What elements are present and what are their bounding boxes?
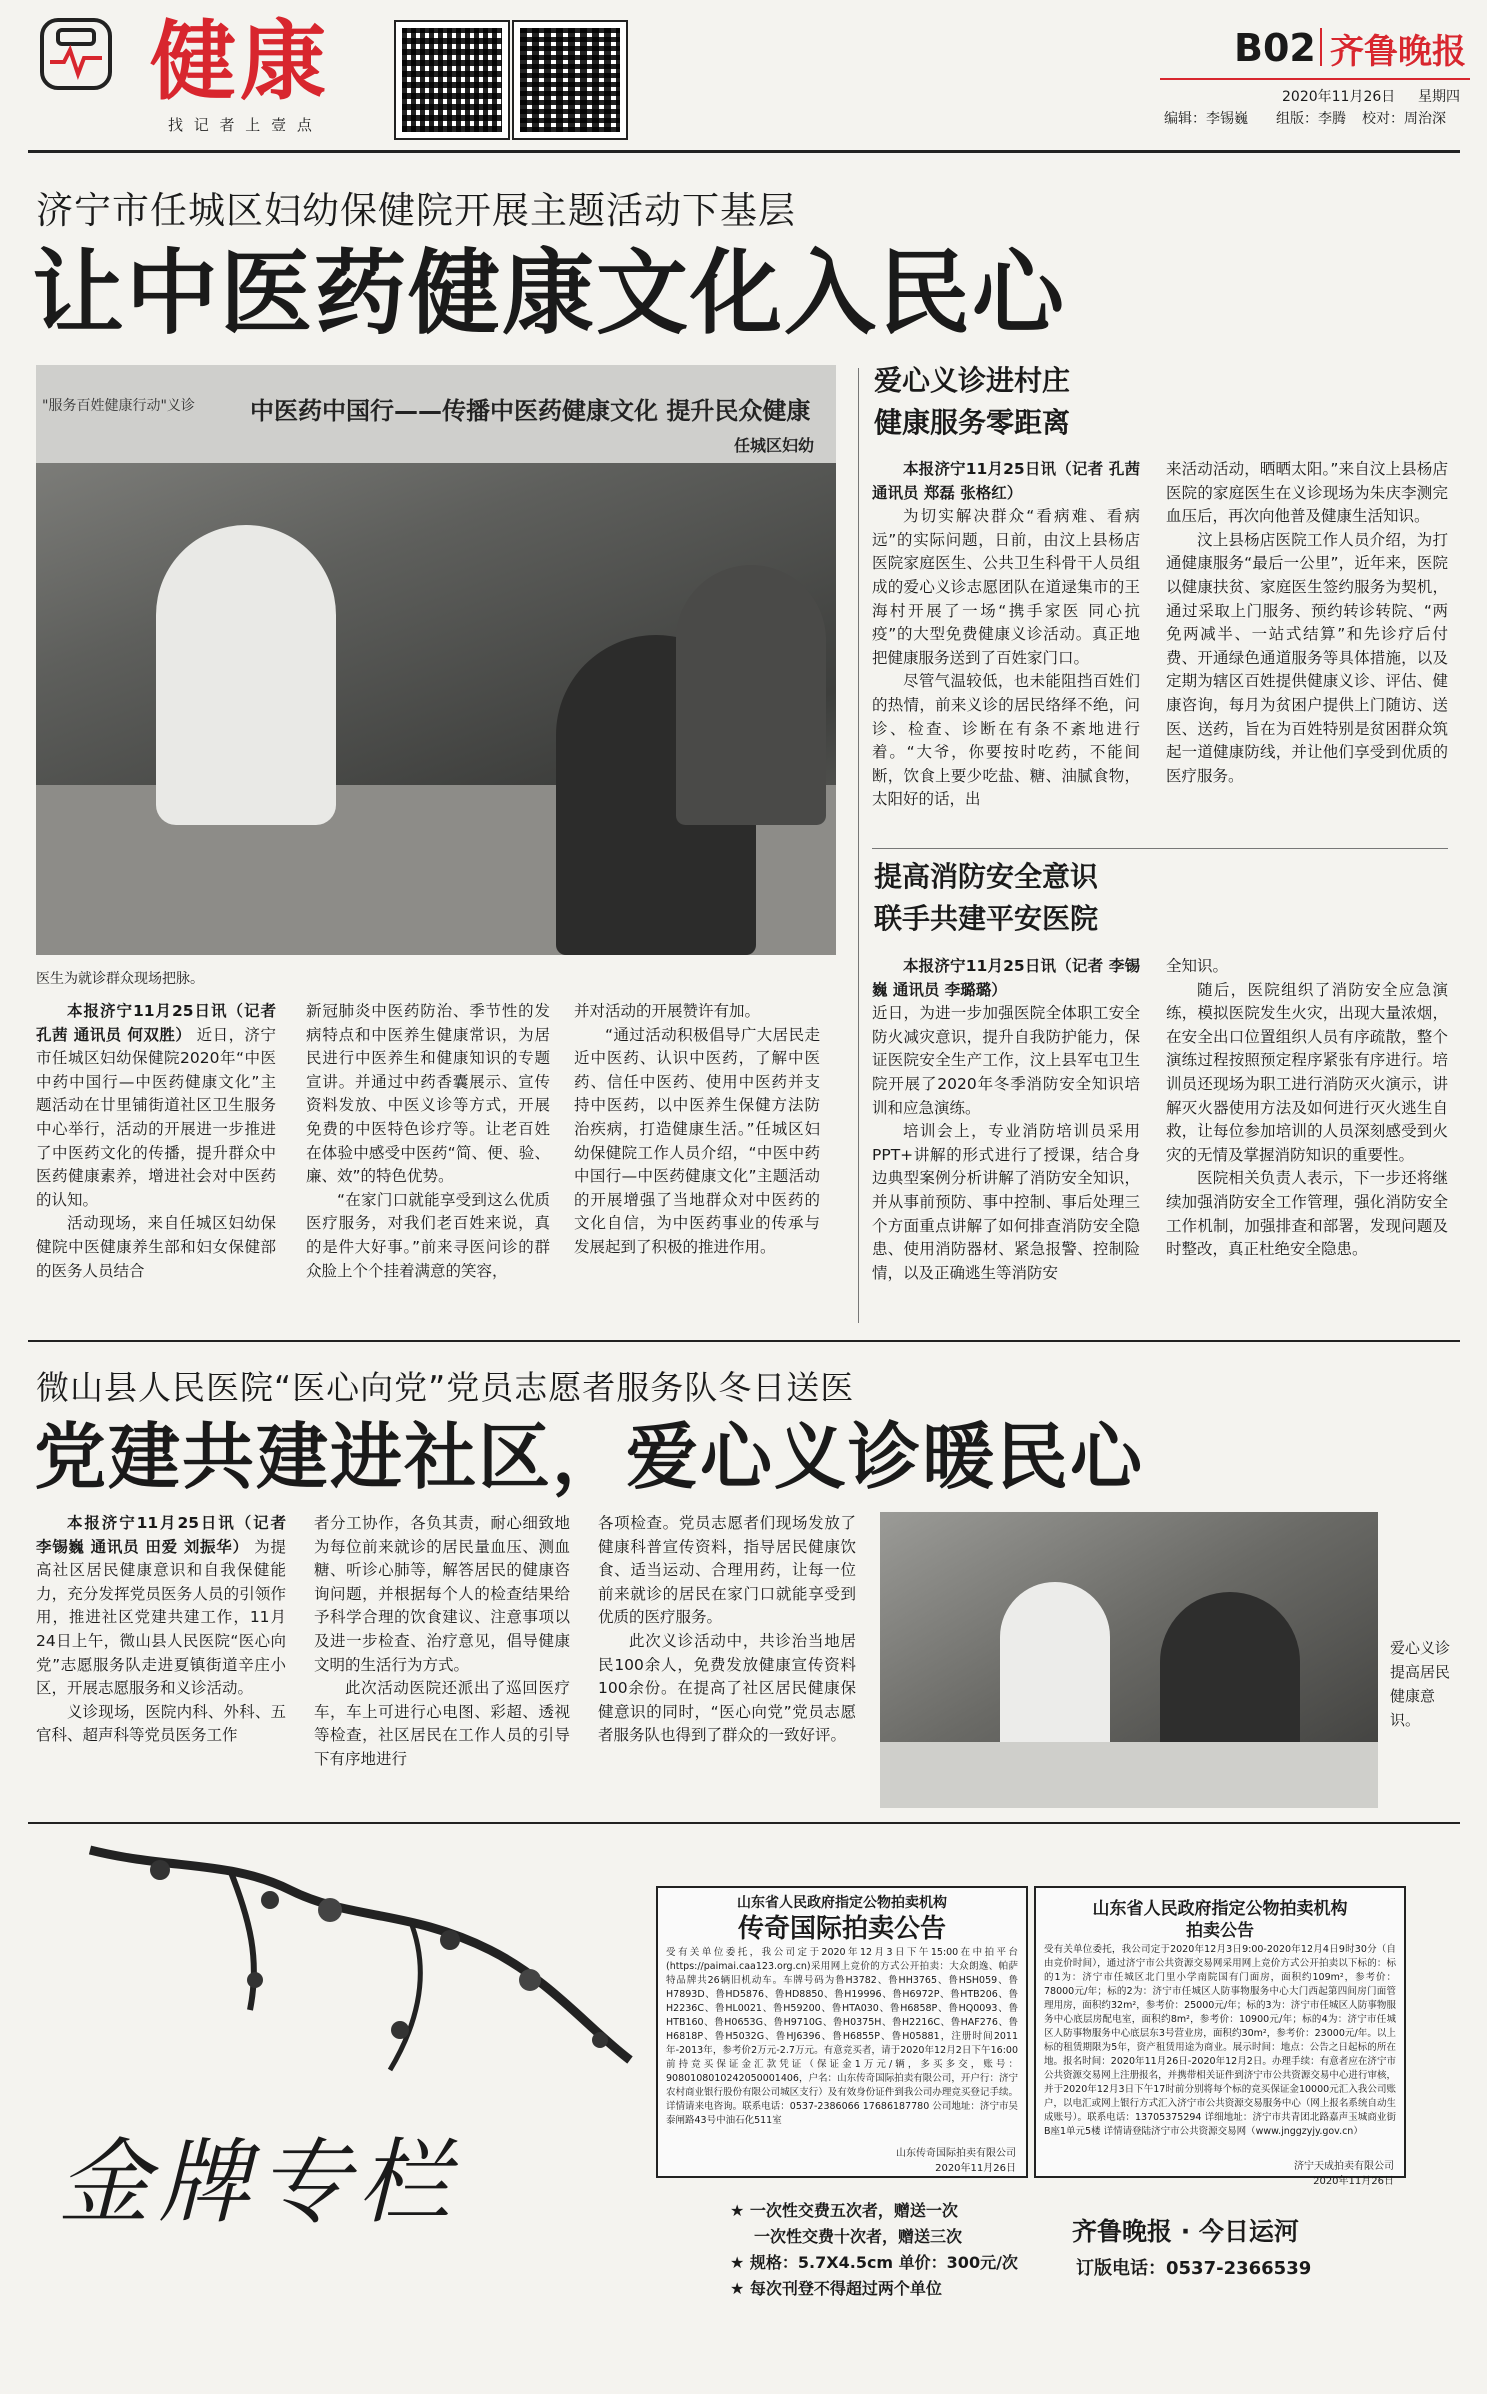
story3-column-2 xyxy=(1166,955,1448,1325)
story3-text: 医院相关负责人表示，下一步还将继续加强消防安全工作管理，强化消防安全工作机制，加强排查和部署，发现问题及时整改，真正杜绝安全隐患。 xyxy=(1166,1169,1448,1259)
issue-date: 2020年11月26日 xyxy=(1282,89,1396,105)
story1-headline: 让中医药健康文化入民心 xyxy=(32,239,1067,347)
story3-text: 随后，医院组织了消防安全应急演练，模拟医院发生火灾，出现大量浓烟，在安全出口位置组织人员有序疏散，整个演练过程按照预定程序紧张有序进行。培训员还现场为职工进行消防灭火演示，讲解灭火器使用方法及如何进行灭火逃生自救，让每位参加培训的人员深刻感受到火灾的无情及掌握消防知识的重要性。 xyxy=(1166,980,1448,1164)
story3-byline: 本报济宁11月25日讯（记者 李锡巍 通讯员 李璐璐） xyxy=(872,957,1140,999)
ad1-title: 传奇国际拍卖公告 xyxy=(737,1914,946,1944)
story4-headline: 党建共建进社区，爱心义诊暖民心 xyxy=(34,1414,1145,1499)
person-shape xyxy=(676,565,826,825)
auction-ad-2 xyxy=(1034,1886,1406,2187)
ad-column-title: 金牌专栏 xyxy=(58,2129,459,2236)
page-number: B02 xyxy=(1234,26,1316,70)
promo-line xyxy=(730,2276,1018,2302)
ad1-date: 2020年11月26日 xyxy=(935,2163,1016,2174)
story4-column-1 xyxy=(36,1512,286,1812)
story2-column-2 xyxy=(1166,458,1448,838)
banner-text: 中医药中国行——传播中医药健康文化 提升民众健康 xyxy=(250,397,811,425)
story1-column-2 xyxy=(306,1000,550,1395)
story4-byline: 本报济宁11月25日讯（记者 李锡巍 通讯员 田爱 刘振华） xyxy=(36,1514,286,1556)
story4-rule xyxy=(28,1340,1460,1342)
story1-byline: 本报济宁11月25日讯（记者 孔茜 通讯员 何双胜） xyxy=(36,1002,276,1044)
promo-text: 每次刊登不得超过两个单位 xyxy=(749,2279,942,2298)
ad1-org: 山东省人民政府指定公物拍卖机构 xyxy=(737,1895,947,1911)
health-logo-icon xyxy=(40,18,112,90)
masthead-divider xyxy=(1320,28,1322,66)
promo-text: 规格：5.7X4.5cm 单价：300元/次 xyxy=(749,2253,1018,2272)
story1-text: 新冠肺炎中医药防治、季节性的发病特点和中医养生健康常识，为居民进行中医养生和健康知识的专题宣讲。并通过中药香囊展示、宣传资料发放、中医义诊等方式，开展免费的中医特色诊疗等。让老百姓在体验中感受中医药“简、便、验、廉、效”的特色优势。 xyxy=(306,1002,550,1186)
story1-photo xyxy=(36,365,836,955)
ad2-signature: 济宁天成拍卖有限公司 xyxy=(1294,2161,1394,2172)
story1-text: “通过活动积极倡导广大居民走近中医药、认识中医药，了解中医药、信任中医药、使用中医药并支持中医药，以中医养生保健方法防治疾病，打造健康生活。”任城区妇幼保健院工作人员介绍，“中医中药中国行—中医药健康文化”主题活动的开展增强了当地群众对中医药的文化自信，为中医药事业的传承与发展起到了积极的推进作用。 xyxy=(574,1025,820,1256)
story4-column-2 xyxy=(314,1512,570,1812)
section-title: 健康 xyxy=(150,11,330,112)
story2-text: 尽管气温较低，也未能阻挡百姓们的热情，前来义诊的居民络绎不绝，问诊、检查、诊断在有条不紊地进行着。“大爷，你要按时吃药，不能间断，饮食上要少吃盐、糖、油腻食物，太阳好的话，出 xyxy=(872,672,1140,809)
promo-line xyxy=(730,2250,1018,2276)
story1-column-1 xyxy=(36,1000,276,1395)
story4-text: 各项检查。党员志愿者们现场发放了健康科普宣传资料，指导居民健康饮食、适当运动、合理用药，让每一位前来就诊的居民在家门口就能享受到优质的医疗服务。 xyxy=(598,1514,856,1627)
editor-credit: 编辑：李锡巍 xyxy=(1164,111,1248,127)
ad1-body: 受有关单位委托，我公司定于2020年12月3日下午15:00在中拍平台(https://paimai.caa123.org.cn)采用网上竞价的方式公开拍卖：大众朗逸、帕萨特品牌共26辆旧机动车。车牌号码为鲁H3782、鲁HH3765、鲁HSH059、鲁H7893D、鲁HD5876、鲁HD8850、鲁H19996、鲁H6972P、鲁HTB206、鲁H2236C、鲁HL0021、鲁H59200、鲁HTA030、鲁H6858P、鲁HQ0093、鲁HTB160、鲁H0653G、鲁H9710G、鲁H0375H、鲁H2216C、鲁HAF276、鲁H6818P、鲁H5032G、鲁HJ6396、鲁H6855P、鲁H05881，注册时间2011年-2013年，参考价2万元-2.7万元。有意竞买者，请于2020年12月2日下午16:00前持竞买保证金汇款凭证（保证金1万元/辆，多买多交，账号：9080108010242050001406，户名：山东传奇国际拍卖有限公司，开户行：济宁农村商业银行股份有限公司城区支行）及有效身份证件到我公司办理竞买登记手续。详情请来电咨询。联系电话：0537-2386066 17686187780 公司地址：济宁市吴泰闸路43号中油石化511室 xyxy=(666,1947,1018,2126)
story3-text: 培训会上，专业消防培训员采用PPT+讲解的形式进行了授课，结合身边典型案例分析讲解了消防安全知识，并从事前预防、事中控制、事后处理三个方面重点讲解了如何排查消防安全隐患、使用消防器材、紧急报警、控制险情，以及正确逃生等消防安 xyxy=(872,1122,1140,1282)
promo-phone: 订版电话：0537-2366539 xyxy=(1076,2258,1312,2279)
ad2-title: 拍卖公告 xyxy=(1186,1921,1254,1941)
story3-column-1 xyxy=(872,955,1140,1325)
newspaper-name: 齐鲁晚报 xyxy=(1330,32,1466,72)
issue-weekday: 星期四 xyxy=(1418,89,1460,105)
ad2-body: 受有关单位委托，我公司定于2020年12月3日9:00-2020年12月4日9时30分（自由竞价时间），通过济宁市公共资源交易网采用网上竞价方式公开拍卖以下标的：标的1为：济宁市任城区北门里小学南院国有门面房，面积约109m²，参考价：78000元/年；标的2为：济宁市任城区人防事物服务中心大门西起第四间房门面管理用房，面积约32m²，参考价：25000元/年；标的3为：济宁市任城区人防事物服务中心底层房配电室，面积约8m²，参考价：10900元/年；标的4为：济宁市任城区人防事物服务中心底层东3号营业房，面积约30m²，参考价：23000元/年。以上标的租赁期限为5年，资产租赁用途为商业。展示时间：地点：公告之日起标的所在地。报名时间：2020年11月26日-2020年12月2日。办理手续：有意者应在济宁市公共资源交易网上注册报名，并携带相关证件到济宁市公共资源交易中心进行审核，并于2020年12月3日下午17时前分别将每个标的竞买保证金10000元汇入我公司账户，以电汇或网上银行方式汇入济宁市公共资源交易服务中心（网上报名系统自动生成账号）。联系电话：13705375294 详细地址：济宁市共青团北路嘉声玉城商业街B座1单元5楼 详情请登陆济宁市公共资源交易网（www.jnggzyjy.gov.cn） xyxy=(1044,1944,1396,2137)
section-slogan: 找 记 者 上 壹 点 xyxy=(168,116,315,134)
story1-text: 并对活动的开展赞许有加。 xyxy=(574,1002,761,1020)
story4-kicker: 微山县人民医院“医心向党”党员志愿者服务队冬日送医 xyxy=(36,1368,855,1407)
event-banner xyxy=(36,365,836,463)
table-shape xyxy=(880,1742,1378,1808)
designer-credit: 组版：李腾 xyxy=(1276,111,1346,127)
story4-photo xyxy=(880,1512,1378,1808)
promo-line xyxy=(730,2198,1018,2224)
story3-text: 近日，为进一步加强医院全体职工安全防火减灾意识，提升自我防护能力，保证医院安全生产工作，汶上县军屯卫生院开展了2020年冬季消防安全知识培训和应急演练。 xyxy=(872,1004,1140,1117)
promo-text: 一次性交费五次者，赠送一次 xyxy=(749,2201,958,2220)
promo-brand: 齐鲁晚报 · 今日运河 xyxy=(1072,2217,1299,2246)
star-icon: ★ xyxy=(730,2253,750,2272)
story4-text: 义诊现场，医院内科、外科、五官科、超声科等党员医务工作 xyxy=(36,1702,286,1745)
banner-unit: 任城区妇幼 xyxy=(734,436,815,455)
story2-title xyxy=(874,360,1070,444)
story2-text: 汶上县杨店医院工作人员介绍，为打通健康服务“最后一公里”，近年来，医院以健康扶贫、家庭医生签约服务为契机，通过采取上门服务、预约转诊转院、“两免两减半、一站式结算”和先诊疗后付费、开通绿色通道服务等具体措施，以及定期为辖区百姓提供健康义诊、评估、健康咨询，每月为贫困户提供上门随访、送医、送药，旨在为百姓特别是贫困群众筑起一道健康防线，并让他们享受到优质的医疗服务。 xyxy=(1166,530,1448,785)
story2-title-line: 爱心义诊进村庄 xyxy=(874,364,1071,397)
story1-text: 活动现场，来自任城区妇幼保健院中医健康养生部和妇女保健部的医务人员结合 xyxy=(36,1214,276,1280)
story2-title-line: 健康服务零距离 xyxy=(874,406,1071,439)
story2-byline: 本报济宁11月25日讯（记者 孔茜 通讯员 郑磊 张格红） xyxy=(872,460,1140,502)
promo-list xyxy=(730,2198,1018,2302)
story3-title xyxy=(874,856,1098,940)
story4-text: 为提高社区居民健康意识和自我保健能力，充分发挥党员医务人员的引领作用，推进社区党建共建工作，11月24日上午，微山县人民医院“医心向党”志愿服务队走进夏镇街道辛庄小区，开展志愿服务和义诊活动。 xyxy=(36,1537,286,1698)
plum-blossom-branch xyxy=(30,1830,650,2120)
story4-text: 此次活动医院还派出了巡回医疗车，车上可进行心电图、彩超、透视等检查，社区居民在工作人员的引导下有序地进行 xyxy=(314,1679,570,1768)
star-icon: ★ xyxy=(730,2279,750,2298)
auction-ad-1 xyxy=(656,1886,1028,2178)
story4-text: 者分工协作，各负其责，耐心细致地为每位前来就诊的居民量血压、测血糖、听诊心肺等，解答居民的健康咨询问题，并根据每个人的检查结果给予科学合理的饮食建议、注意事项以及进一步检查、治疗意见，倡导健康文明的生活行为方式。 xyxy=(314,1514,570,1674)
story4-text: 此次义诊活动中，共诊治当地居民100余人，免费发放健康宣传资料100余份。在提高了社区居民健康保健意识的同时，“医心向党”党员志愿者服务队也得到了群众的一致好评。 xyxy=(598,1631,856,1745)
story1-kicker: 济宁市任城区妇幼保健院开展主题活动下基层 xyxy=(36,189,796,232)
story3-divider xyxy=(872,848,1448,849)
masthead xyxy=(0,0,1487,140)
story1-column-3 xyxy=(574,1000,820,1395)
story3-text: 全知识。 xyxy=(1166,957,1229,975)
proof-credit: 校对：周治深 xyxy=(1362,111,1446,127)
ad1-signature: 山东传奇国际拍卖有限公司 xyxy=(896,2148,1016,2159)
masthead-line xyxy=(1160,78,1470,80)
story4-column-3 xyxy=(598,1512,856,1812)
right-column-divider xyxy=(858,368,859,1323)
top-rule xyxy=(28,150,1460,153)
story1-photo-caption: 医生为就诊群众现场把脉。 xyxy=(36,971,204,987)
story3-title-line: 提高消防安全意识 xyxy=(874,860,1099,893)
story2-column-1 xyxy=(872,458,1140,838)
story1-text: “在家门口就能享受到这么优质医疗服务，对我们老百姓来说，真的是件大好事。”前来寻医问诊的群众脸上个个挂着满意的笑容， xyxy=(306,1190,550,1280)
banner-side-text: "服务百姓健康行动"义诊 xyxy=(42,398,195,414)
story2-text: 来活动活动，晒晒太阳。”来自汶上县杨店医院的家庭医生在义诊现场为朱庆李测完血压后，再次向他普及健康生活知识。 xyxy=(1166,460,1448,526)
promo-text: 一次性交费十次者，赠送三次 xyxy=(754,2227,963,2246)
story2-text: 为切实解决群众“看病难、看病远”的实际问题，日前，由汶上县杨店医院家庭医生、公共卫生科骨干人员组成的爱心义诊志愿团队在道逯集市的王海村开展了一场“携手家医 同心抗疫”的大型免费健康义诊活动。真正地把健康服务送到了百姓家门口。 xyxy=(872,507,1140,667)
ads-rule xyxy=(28,1822,1460,1824)
story3-title-line: 联手共建平安医院 xyxy=(874,902,1099,935)
qr-code-icon xyxy=(514,22,626,138)
promo-line xyxy=(730,2224,1018,2250)
story4-photo-caption: 爱心义诊提高居民健康意识。 xyxy=(1390,1639,1451,1729)
ad2-date: 2020年11月26日 xyxy=(1313,2176,1394,2187)
story1-text: 近日，济宁市任城区妇幼保健院2020年“中医中药中国行—中医药健康文化”主题活动在廿里铺街道社区卫生服务中心举行，活动的开展进一步推进了中医药文化的传播，提升群众中医药健康素养，增进社会对中医药的认知。 xyxy=(36,1025,276,1209)
star-icon: ★ xyxy=(730,2201,750,2220)
person-shape xyxy=(156,525,336,825)
ad2-org: 山东省人民政府指定公物拍卖机构 xyxy=(1092,1899,1348,1919)
qr-code-icon xyxy=(396,22,508,138)
